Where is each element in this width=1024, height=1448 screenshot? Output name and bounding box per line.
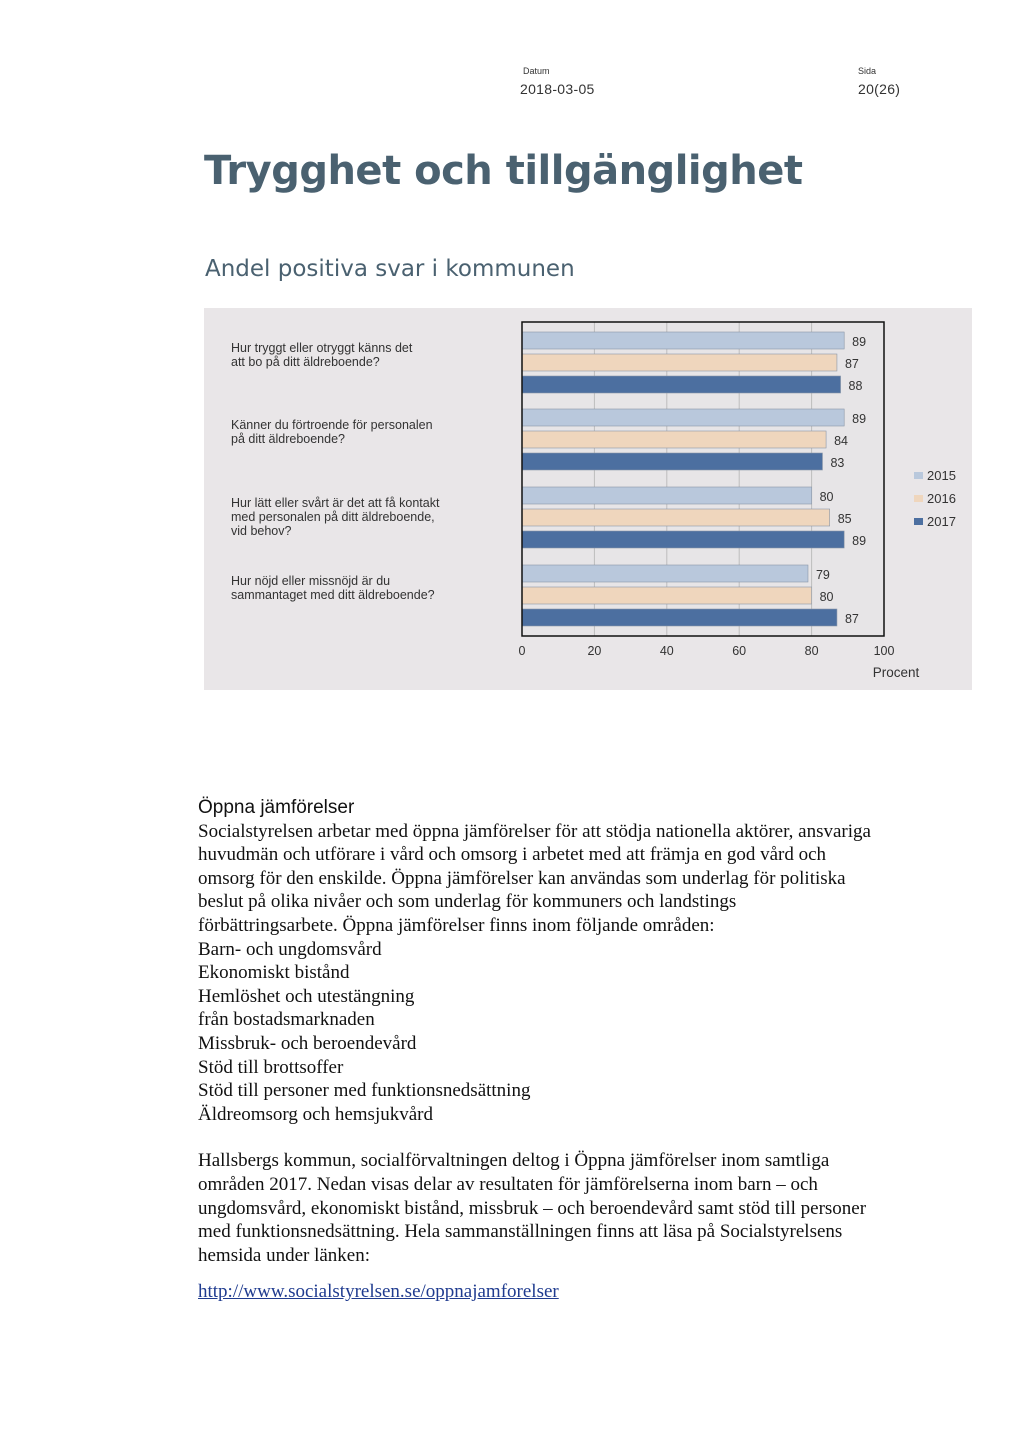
data-label: 87 <box>844 357 859 371</box>
legend-swatch-2015 <box>914 472 923 479</box>
bar-2017 <box>522 376 841 393</box>
bar-2017 <box>522 453 822 470</box>
x-tick-label: 0 <box>518 644 526 658</box>
legend-item <box>914 510 956 533</box>
list-item: Hemlöshet och utestängning <box>198 985 415 1007</box>
list-item: Missbruk- och beroendevård <box>198 1032 417 1054</box>
legend-label: 2016 <box>927 491 956 506</box>
data-label: 80 <box>819 590 834 604</box>
socialstyrelsen-link[interactable]: http://www.socialstyrelsen.se/oppnajamforelser <box>198 1281 559 1303</box>
question-label: Känner du förtroende för personalen på ditt äldreboende? <box>231 418 433 446</box>
legend-item <box>914 464 956 487</box>
intro-paragraph: Socialstyrelsen arbetar med öppna jämförelser för att stödja nationella aktörer, ansvariga huvudmän och utförare i vård och omsorg i arbetet med att främja en god vård och omsorg för den enskilde. Öppna jämförelser kan användas som underlag för politiska beslut på olika nivåer och som underlag för kommuners och landstings förbättringsarbete. Öppna jämförelser finns inom följande områden: <box>198 820 871 936</box>
bar-2015 <box>522 409 844 426</box>
bar-2017 <box>522 531 844 548</box>
list-item: från bostadsmarknaden <box>198 1009 375 1031</box>
date-label: Datum <box>523 66 550 76</box>
bar-chart <box>204 308 972 690</box>
results-paragraph: Hallsbergs kommun, socialförvaltningen deltog i Öppna jämförelser inom samtliga områden 2017. Nedan visas delar av resultaten för jämförelserna inom barn – och ungdomsvård, ekonomiskt bistånd, missbruk – och beroendevård samt stöd till personer med funktionsnedsättning. Hela sammanställningen finns att läsa på Socialstyrelsens hemsida under länken: <box>198 1150 867 1266</box>
bar-2017 <box>522 609 837 626</box>
x-tick-label: 100 <box>873 644 895 658</box>
chart-panel <box>204 308 972 690</box>
data-label: 79 <box>815 568 830 582</box>
list-item: Barn- och ungdomsvård <box>198 938 382 960</box>
body-section <box>198 796 878 1304</box>
x-tick-label: 60 <box>732 644 747 658</box>
data-label: 83 <box>830 456 845 470</box>
legend-label: 2015 <box>927 468 956 483</box>
bar-2016 <box>522 431 826 448</box>
data-label: 88 <box>848 379 863 393</box>
chart-legend <box>914 464 956 533</box>
bar-2016 <box>522 354 837 371</box>
page-title: Trygghet och tillgänglighet <box>204 148 803 194</box>
data-label: 89 <box>852 534 867 548</box>
data-label: 84 <box>834 434 848 448</box>
data-label: 80 <box>819 490 834 504</box>
data-label: 87 <box>844 612 859 626</box>
data-label: 89 <box>852 335 867 349</box>
legend-swatch-2017 <box>914 518 923 525</box>
x-tick-label: 80 <box>804 644 819 658</box>
list-item: Äldreomsorg och hemsjukvård <box>198 1103 433 1125</box>
list-item: Stöd till brottsoffer <box>198 1056 344 1078</box>
area-list <box>198 938 878 1127</box>
legend-item <box>914 487 956 510</box>
chart-subtitle: Andel positiva svar i kommunen <box>205 256 575 282</box>
question-label: Hur lätt eller svårt är det att få kontakt med personalen på ditt äldreboende, vid behov? <box>231 496 440 538</box>
page-number: 20(26) <box>858 81 901 97</box>
list-item: Stöd till personer med funktionsnedsättning <box>198 1080 531 1102</box>
date-value: 2018-03-05 <box>520 81 595 97</box>
x-tick-label: 40 <box>659 644 674 658</box>
data-label: 89 <box>852 412 867 426</box>
legend-label: 2017 <box>927 514 956 529</box>
bar-2016 <box>522 587 812 604</box>
question-label: Hur nöjd eller missnöjd är du sammantaget med ditt äldreboende? <box>231 574 435 602</box>
data-label: 85 <box>837 512 852 526</box>
legend-swatch-2016 <box>914 495 923 502</box>
section-heading: Öppna jämförelser <box>198 797 355 818</box>
bar-2015 <box>522 487 812 504</box>
x-axis-label: Procent <box>872 665 920 680</box>
bar-2015 <box>522 332 844 349</box>
list-item: Ekonomiskt bistånd <box>198 962 350 984</box>
bar-2015 <box>522 565 808 582</box>
bar-2016 <box>522 509 830 526</box>
x-tick-label: 20 <box>587 644 602 658</box>
question-label: Hur tryggt eller otryggt känns det att bo på ditt äldreboende? <box>231 341 413 369</box>
page-label: Sida <box>858 66 877 76</box>
